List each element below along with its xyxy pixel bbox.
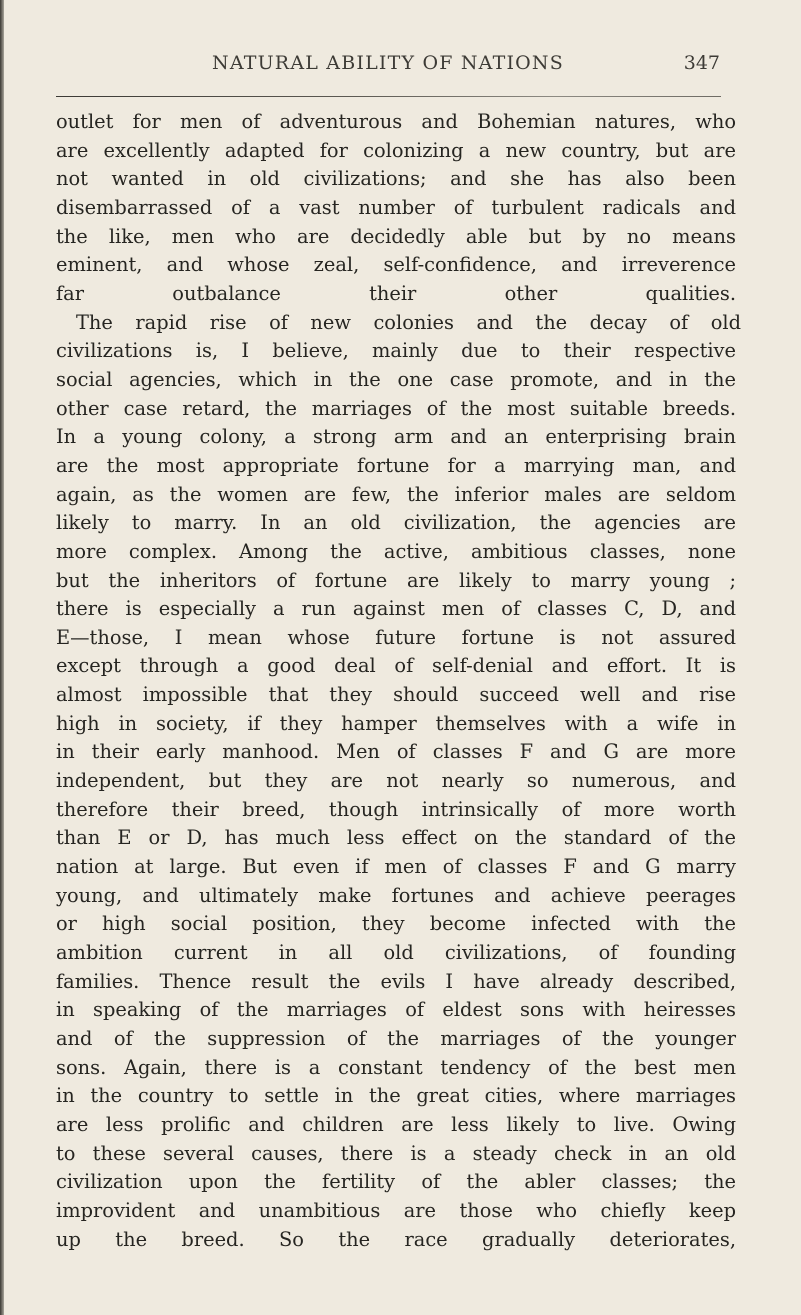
text-line: are the most appropriate fortune for a marrying man, and	[56, 453, 736, 477]
text-line: except through a good deal of self-denial and effort. It is	[56, 654, 736, 678]
text-line: independent, but they are not nearly so numerous, and	[56, 769, 736, 793]
text-line: almost impossible that they should succeed well and rise	[56, 683, 736, 707]
header-rule	[56, 96, 721, 97]
text-line: civilizations is, I believe, mainly due to their respective	[56, 339, 736, 363]
text-line: nation at large. But even if men of classes F and G marry	[56, 855, 736, 879]
text-line: The rapid rise of new colonies and the decay of old	[76, 310, 741, 334]
text-line: in the country to settle in the great cities, where marriages	[56, 1084, 736, 1108]
text-line: sons. Again, there is a constant tendency of the best men	[56, 1055, 736, 1079]
text-line: in speaking of the marriages of eldest sons with heiresses	[56, 998, 736, 1022]
text-line: civilization upon the fertility of the abler classes; the	[56, 1170, 736, 1194]
text-line: the like, men who are decidedly able but by no means	[56, 224, 736, 248]
text-line: there is especially a run against men of classes C, D, and	[56, 597, 736, 621]
text-line: high in society, if they hamper themselves with a wife in	[56, 711, 736, 735]
text-line: other case retard, the marriages of the most suitable breeds.	[56, 396, 736, 420]
page-number: 347	[683, 52, 720, 74]
text-line: young, and ultimately make fortunes and achieve peerages	[56, 883, 736, 907]
text-line: E—those, I mean whose future fortune is not assured	[56, 625, 736, 649]
body-text	[56, 108, 741, 1254]
text-line: eminent, and whose zeal, self-confidence, and irreverence	[56, 253, 736, 277]
text-line: up the breed. So the race gradually deteriorates,	[56, 1227, 736, 1251]
page-gutter-shadow	[0, 0, 4, 1315]
text-line: likely to marry. In an old civilization, the agencies are	[56, 511, 736, 535]
text-line: or high social position, they become infected with the	[56, 912, 736, 936]
text-line: in their early manhood. Men of classes F and G are more	[56, 740, 736, 764]
text-line: disembarrassed of a vast number of turbulent radicals and	[56, 195, 736, 219]
text-line: In a young colony, a strong arm and an enterprising brain	[56, 425, 736, 449]
text-line: more complex. Among the active, ambitious classes, none	[56, 539, 736, 563]
text-line: to these several causes, there is a steady check in an old	[56, 1141, 736, 1165]
text-line: are excellently adapted for colonizing a new country, but are	[56, 138, 736, 162]
text-line: ambition current in all old civilizations, of founding	[56, 941, 736, 965]
text-line: again, as the women are few, the inferior males are seldom	[56, 482, 736, 506]
text-line: and of the suppression of the marriages of the younger	[56, 1027, 736, 1050]
text-line: improvident and unambitious are those who chiefly keep	[56, 1198, 736, 1222]
text-line: than E or D, has much less effect on the standard of the	[56, 826, 736, 850]
text-line: outlet for men of adventurous and Bohemian natures, who	[56, 110, 736, 133]
text-line: social agencies, which in the one case promote, and in the	[56, 367, 736, 391]
text-line: therefore their breed, though intrinsically of more worth	[56, 797, 736, 821]
text-line: but the inheritors of fortune are likely to marry young ;	[56, 568, 736, 592]
running-title: NATURAL ABILITY OF NATIONS	[212, 52, 564, 74]
text-line: families. Thence result the evils I have already described,	[56, 969, 736, 993]
text-line: are less prolific and children are less likely to live. Owing	[56, 1112, 736, 1136]
text-line: not wanted in old civilizations; and she has also been	[56, 167, 736, 191]
text-line: far outbalance their other qualities.	[56, 281, 736, 305]
running-head	[56, 52, 720, 82]
